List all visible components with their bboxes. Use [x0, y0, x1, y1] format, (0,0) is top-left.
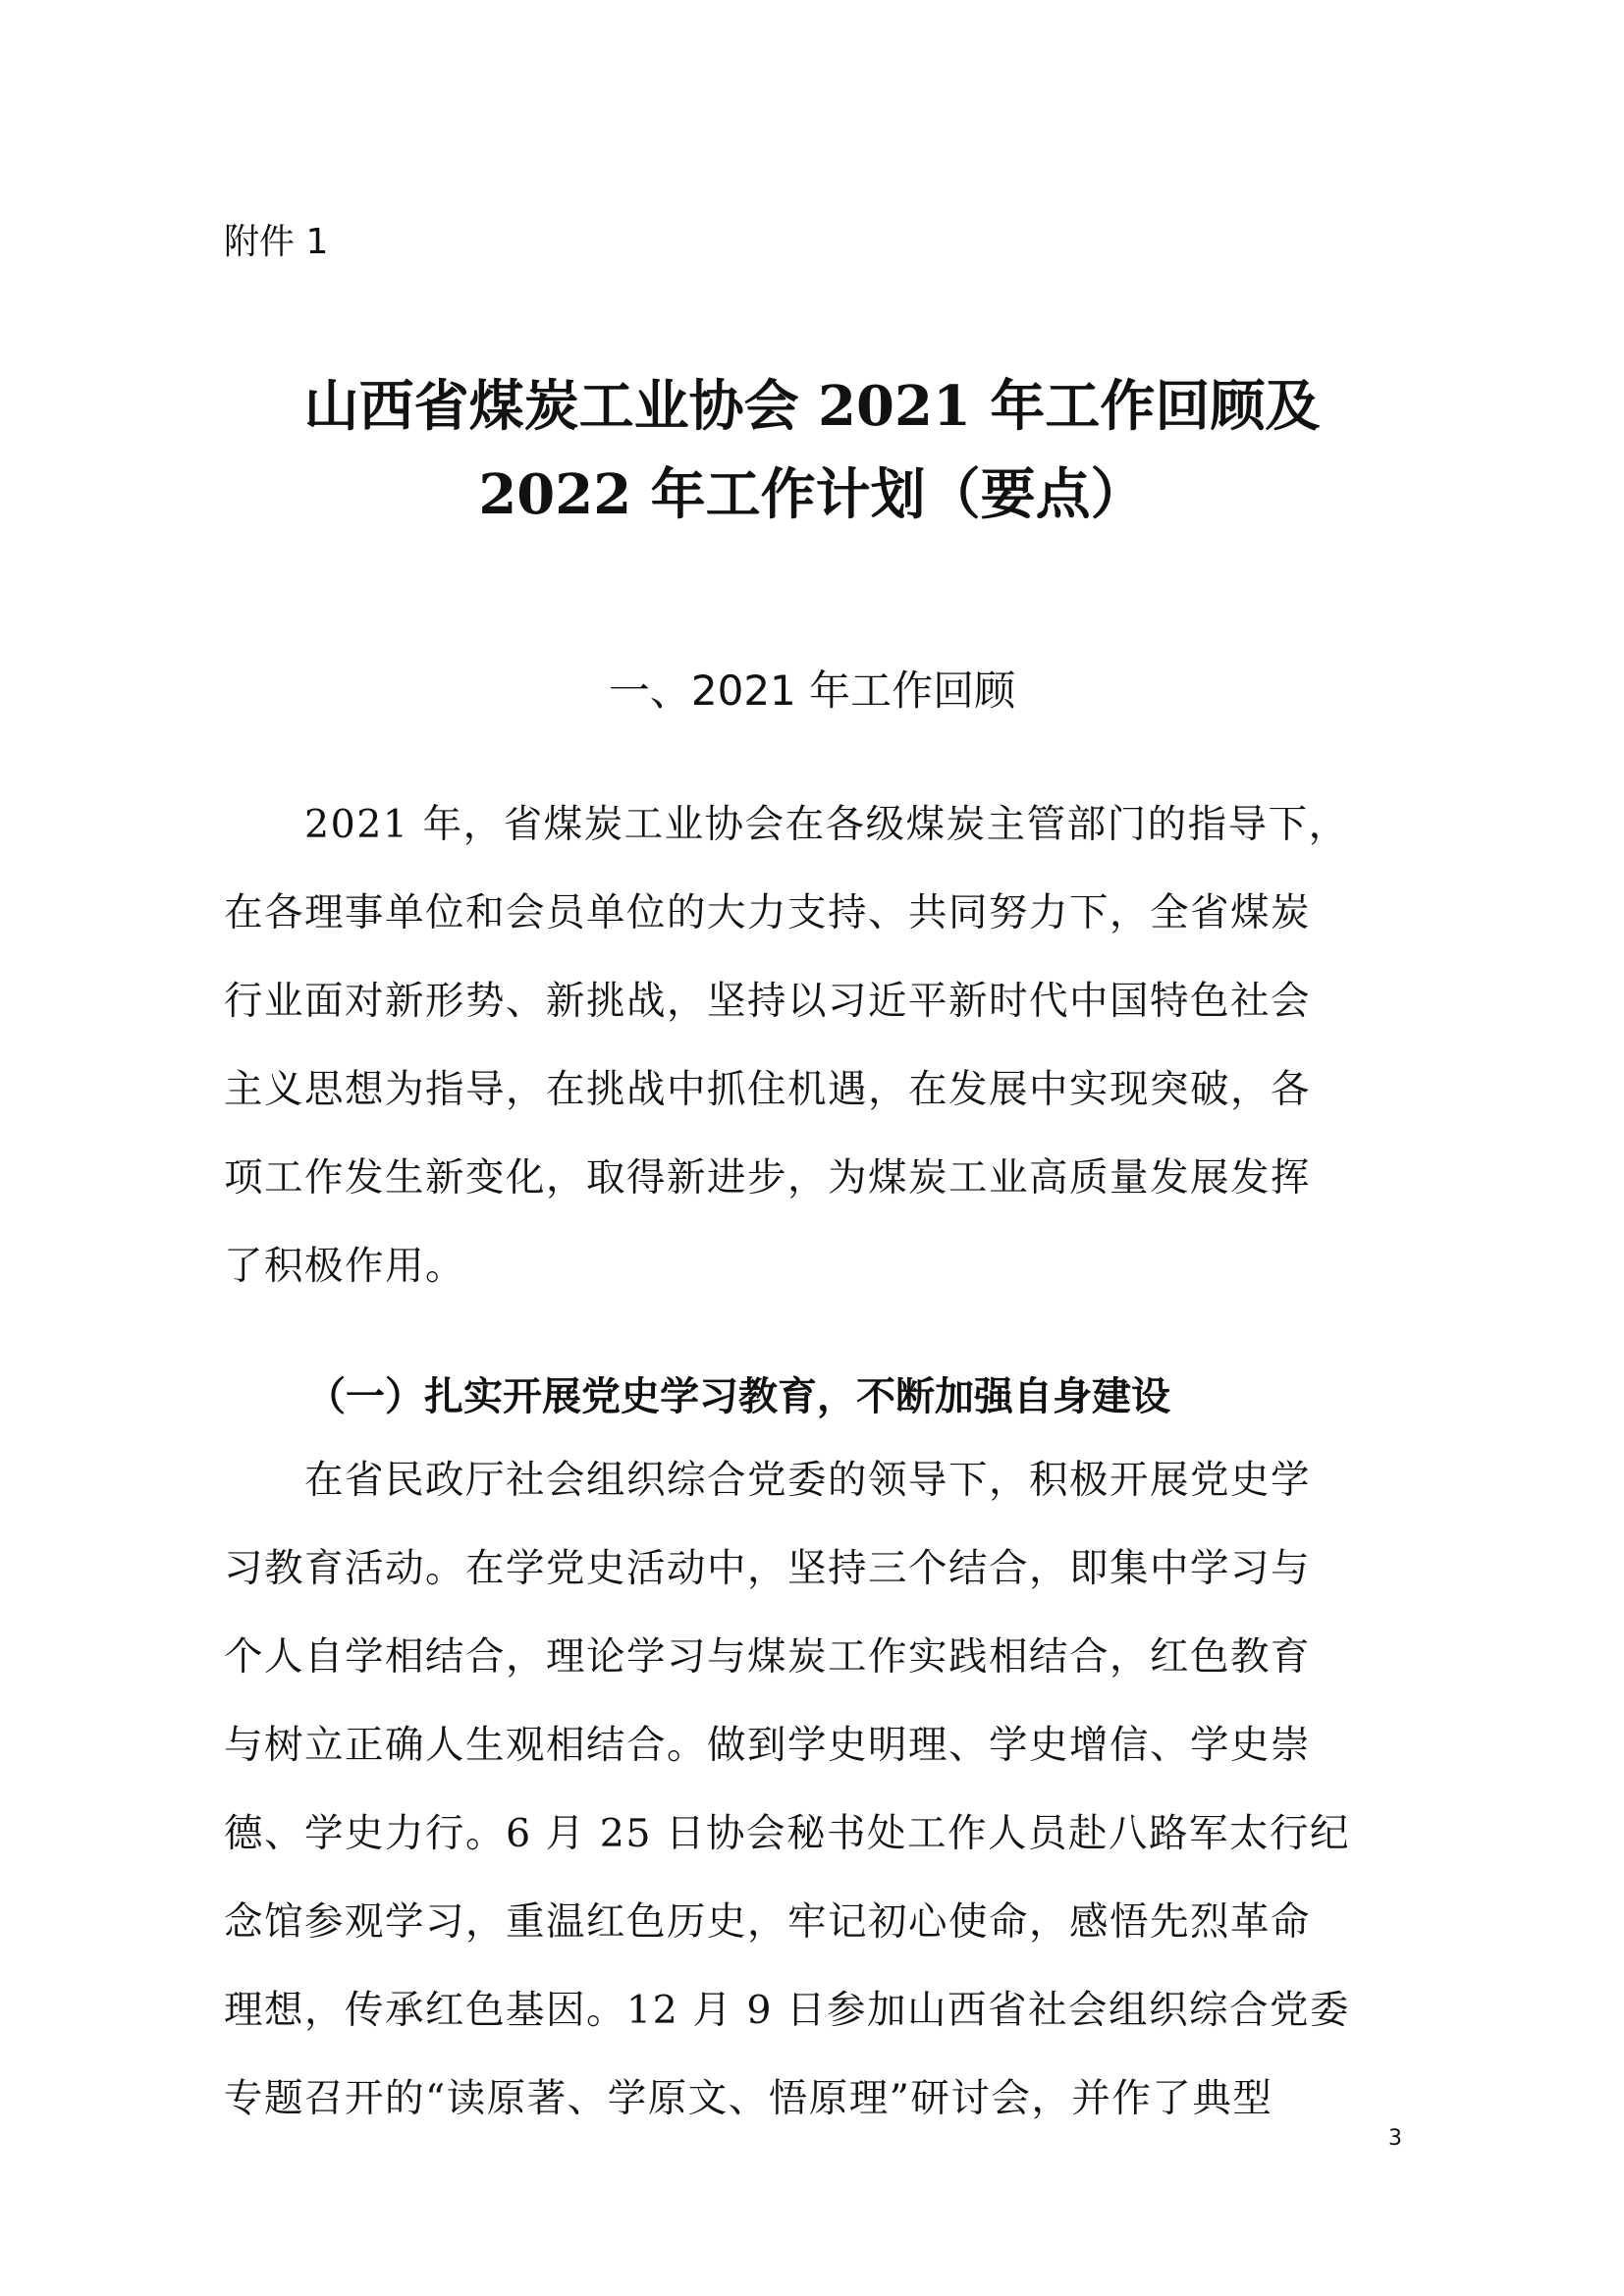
body-line: 与树立正确人生观相结合。做到学史明理、学史增信、学史崇 [224, 1723, 1311, 1768]
body-line: 专题召开的“读原著、学原文、悟原理”研讨会，并作了典型 [224, 2076, 1273, 2121]
body-line: 念馆参观学习，重温红色历史，牢记初心使命，感悟先烈革命 [224, 1899, 1311, 1945]
body-line: 个人自学相结合，理论学习与煤炭工作实践相结合，红色教育 [224, 1634, 1311, 1680]
section-heading: 一、2021 年工作回顾 [608, 667, 1016, 715]
intro-line: 行业面对新形势、新挑战，坚持以习近平新时代中国特色社会 [224, 979, 1311, 1024]
page-number: 3 [1388, 2126, 1402, 2151]
intro-line: 了积极作用。 [224, 1244, 465, 1289]
intro-line: 2021 年，省煤炭工业协会在各级煤炭主管部门的指导下， [224, 802, 1349, 847]
intro-line: 在各理事单位和会员单位的大力支持、共同努力下，全省煤炭 [224, 890, 1311, 935]
body-line: 习教育活动。在学党史活动中，坚持三个结合，即集中学习与 [224, 1546, 1311, 1591]
intro-line: 主义思想为指导，在挑战中抓住机遇，在发展中实现突破，各 [224, 1067, 1311, 1112]
subsection-heading: （一）扎实开展党史学习教育，不断加强自身建设 [306, 1374, 1170, 1419]
body-line: 在省民政厅社会组织综合党委的领导下，积极开展党史学 [224, 1458, 1311, 1503]
document-title-line-1: 山西省煤炭工业协会 2021 年工作回顾及 [303, 374, 1321, 439]
attachment-label: 附件 1 [224, 222, 329, 262]
intro-line: 项工作发生新变化，取得新进步，为煤炭工业高质量发展发挥 [224, 1155, 1311, 1201]
body-line: 理想，传承红色基因。12 月 9 日参加山西省社会组织综合党委 [224, 1988, 1351, 2033]
body-line: 德、学史力行。6 月 25 日协会秘书处工作人员赴八路军太行纪 [224, 1811, 1351, 1856]
document-title-line-2: 2022 年工作计划（要点） [478, 462, 1146, 527]
